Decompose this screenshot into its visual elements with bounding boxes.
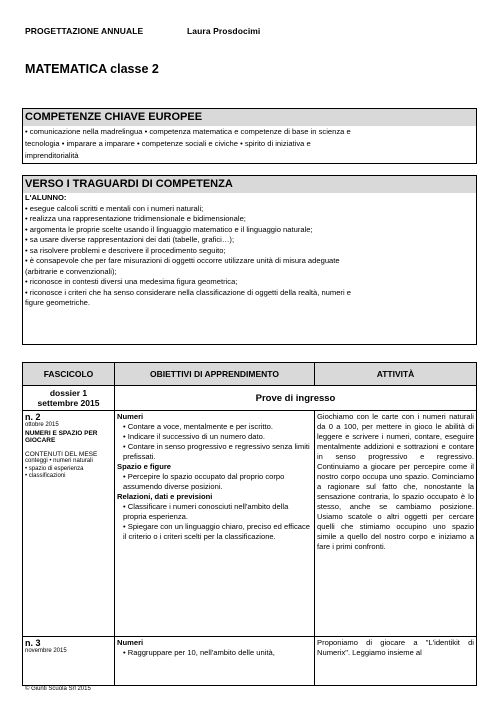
traguardi-subheading: L'ALUNNO: bbox=[25, 193, 67, 202]
contents-item: • spazio di esperienza bbox=[25, 465, 84, 472]
fascicolo-cell bbox=[23, 411, 115, 637]
obj-heading: Spazio e figure bbox=[117, 462, 172, 471]
obiettivi-cell bbox=[115, 637, 315, 686]
obj-item: • Raggruppare per 10, nell'ambito delle unità, bbox=[123, 648, 275, 657]
competenze-line: • comunicazione nella madrelingua • competenza matematica e competenze di base in scienza e bbox=[25, 127, 351, 136]
fascicolo-cell bbox=[23, 637, 115, 686]
issue-date: ottobre 2015 bbox=[25, 422, 59, 428]
traguardi-line: • è consapevole che per fare misurazioni di oggetti occorre utilizzare unità di misura adeguate bbox=[25, 256, 340, 265]
table-row bbox=[23, 637, 477, 686]
footer-copyright: © Giunti Scuola Srl 2015 bbox=[25, 686, 91, 692]
traguardi-line: (arbitrarie e convenzionali); bbox=[25, 266, 117, 276]
issue-number: n. 2 bbox=[25, 412, 41, 422]
obiettivi-cell bbox=[115, 411, 315, 637]
traguardi-line: • argomenta le proprie scelte usando il linguaggio matematico e il linguaggio naturale; bbox=[25, 224, 313, 234]
issue-number: n. 3 bbox=[25, 638, 41, 648]
header-author: Laura Prosdocimi bbox=[187, 26, 261, 36]
competenze-line: tecnologia • imparare a imparare • competenze sociali e civiche • spirito di iniziativa e bbox=[25, 139, 311, 148]
contents-item: • classificazioni bbox=[25, 473, 66, 479]
competenze-line: imprenditorialità bbox=[25, 151, 79, 160]
obj-item: • Indicare il successivo di un numero dato. bbox=[123, 432, 265, 441]
table-header-row bbox=[23, 363, 477, 386]
obj-heading: Numeri bbox=[117, 638, 144, 647]
traguardi-line: • sa risolvere problemi e descrivere il procedimento seguito; bbox=[25, 245, 226, 255]
traguardi-line: • esegue calcoli scritti e mentali con i numeri naturali; bbox=[25, 203, 204, 213]
dossier-date: settembre 2015 bbox=[37, 398, 100, 408]
attivita-cell: Giochiamo con le carte con i numeri naturali da 0 a 100, per mettere in gioco le abilità di leggere e scrivere i numeri, contare, eseguire mentalmente addizioni e sottrazioni e contare in senso progressivo e regressivo. Continuiamo a giocare per percepire come il nostro corpo occupa uno spazio. Cominciamo a ragionare sul fatto che, nonostante la sensazione contraria, lo spazio occupato è lo stesso, anche se cambiamo posizione. Usiamo scatole o altri oggetti per cercare quelli che stimiamo occupino uno spazio simile a quello del nostro corpo e iniziamo a fare i primi confronti. bbox=[315, 411, 477, 637]
traguardi-line: figure geometriche. bbox=[25, 298, 91, 307]
issue-date: novembre 2015 bbox=[25, 648, 67, 654]
contents-title: CONTENUTI DEL MESE bbox=[25, 450, 98, 458]
page-header bbox=[25, 26, 261, 36]
header-title: PROGETTAZIONE ANNUALE bbox=[25, 26, 144, 36]
obj-heading: Relazioni, dati e previsioni bbox=[117, 492, 213, 501]
traguardi-heading: VERSO I TRAGUARDI DI COMPETENZA bbox=[23, 176, 476, 193]
obj-item: • Contare a voce, mentalmente e per iscritto. bbox=[123, 422, 273, 431]
table-row bbox=[23, 386, 477, 411]
page-title: MATEMATICA classe 2 bbox=[25, 62, 159, 76]
dossier-label: dossier 1 bbox=[49, 388, 88, 398]
competenze-heading: COMPETENZE CHIAVE EUROPEE bbox=[23, 109, 476, 126]
traguardi-line: • riconosce i criteri che ha senso considerare nella classificazione di oggetti della realtà, numeri e bbox=[25, 287, 351, 297]
contents-item: conteggi • numeri naturali bbox=[25, 458, 93, 464]
attivita-cell: Proponiamo di giocare a "L'identikit di Numerix". Leggiamo insieme al bbox=[315, 637, 477, 686]
traguardi-line: • realizza una rappresentazione tridimensionale e bidimensionale; bbox=[25, 214, 246, 223]
program-table bbox=[22, 362, 477, 686]
traguardi-line: • riconosce in contesti diversi una medesima figura geometrica; bbox=[25, 277, 238, 286]
dossier-cell bbox=[23, 386, 115, 411]
traguardi-body bbox=[23, 193, 476, 309]
obj-heading: Numeri bbox=[117, 412, 144, 421]
col-header-fascicolo: FASCICOLO bbox=[23, 363, 115, 386]
issue-section: NUMERI E SPAZIO PER GIOCARE bbox=[25, 429, 98, 444]
obj-item: • Classificare i numeri conosciuti nell'ambito della propria esperienza. bbox=[123, 502, 289, 521]
competenze-box bbox=[22, 108, 477, 164]
col-header-attivita: ATTIVITÀ bbox=[315, 363, 477, 386]
prove-ingresso-cell: Prove di ingresso bbox=[115, 386, 477, 411]
col-header-obiettivi: OBIETTIVI DI APPRENDIMENTO bbox=[115, 363, 315, 386]
traguardi-line: • sa usare diverse rappresentazioni dei dati (tabelle, grafici…); bbox=[25, 235, 235, 244]
traguardi-box bbox=[22, 175, 477, 345]
obj-item: • Contare in senso progressivo e regressivo senza limiti prefissati. bbox=[123, 442, 310, 461]
obj-item: • Percepire lo spazio occupato dal proprio corpo assumendo diverse posizioni. bbox=[123, 472, 285, 491]
obj-item: • Spiegare con un linguaggio chiaro, preciso ed efficace il criterio o i criteri scelti per la classificazione. bbox=[123, 522, 310, 541]
table-row bbox=[23, 411, 477, 637]
competenze-body bbox=[23, 126, 476, 162]
